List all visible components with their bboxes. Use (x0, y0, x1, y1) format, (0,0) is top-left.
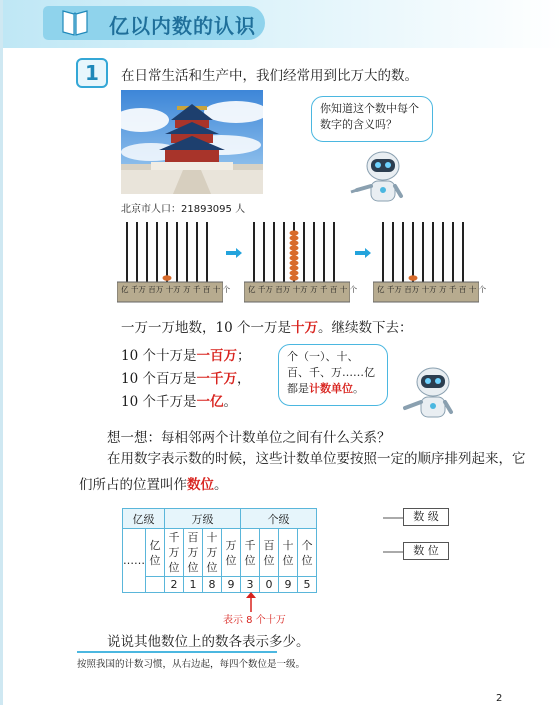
place-label: 亿 位 (146, 529, 165, 577)
temple-of-heaven-photo (121, 90, 263, 194)
chapter-title: 亿以内数的认识 (109, 14, 256, 38)
place-label: 千 万 位 (165, 529, 184, 577)
counting-row: 10 个十万是一百万； (121, 348, 251, 364)
discuss-prompt: 说说其他数位上的数各表示多少。 (107, 634, 310, 650)
robot-icon (349, 148, 409, 206)
place-value-table (122, 508, 317, 593)
digit-cell: 8 (203, 577, 222, 593)
digit-cell: 5 (298, 577, 317, 593)
place-label: 万 位 (222, 529, 241, 577)
group-wan: 万级 (165, 509, 241, 529)
place-label: 千 位 (241, 529, 260, 577)
place-label: 十 万 位 (203, 529, 222, 577)
question-bubble: 你知道这个数中每个数字的含义吗？ (311, 96, 433, 142)
digit-cell: 9 (222, 577, 241, 593)
level-tag: 数 级 (403, 508, 449, 526)
counting-line: 一万一万地数，10 个一万是十万。继续数下去： (121, 320, 413, 336)
think-question: 想一想：每相邻两个计数单位之间有什么关系？ (107, 430, 391, 446)
digit-cell: 0 (260, 577, 279, 593)
digit-cell: 3 (241, 577, 260, 593)
group-ge: 个级 (241, 509, 317, 529)
up-arrow-icon (246, 592, 256, 612)
right-arrow-icon (226, 248, 242, 258)
right-arrow-icon (355, 248, 371, 258)
example-number: 1 (76, 58, 108, 88)
counting-row: 10 个千万是一亿。 (121, 394, 237, 410)
abacus-unit-labels: 亿 千万 百万 十万 万 千 百 十 个 (377, 285, 487, 294)
page-number: 2 (496, 693, 503, 704)
place-tag: 数 位 (403, 542, 449, 560)
footnote-separator (77, 651, 277, 653)
abacus-unit-labels: 亿 千万 百万 十万 万 千 百 十 个 (121, 285, 231, 294)
digit-cell: 1 (184, 577, 203, 593)
counting-row: 10 个百万是一千万， (121, 371, 251, 387)
robot-icon (399, 364, 459, 422)
abacus-unit-labels: 亿 千万 百万 十万 万 千 百 十 个 (248, 285, 358, 294)
photo-caption: 北京市人口：21893095 人 (121, 204, 246, 215)
group-yi: 亿级 (123, 509, 165, 529)
place-label: 个 位 (298, 529, 317, 577)
footnote: 按照我国的计数习惯，从右边起，每四个数位是一级。 (77, 659, 306, 670)
place-label: 百 万 位 (184, 529, 203, 577)
digit-cell: 9 (279, 577, 298, 593)
counting-unit-bubble: 个（一）、十、百、千、万……亿都是计数单位。 (278, 344, 388, 406)
table-ellipsis: …… (123, 529, 146, 593)
pointer-label: 表示 8 个十万 (223, 615, 286, 626)
place-label: 十 位 (279, 529, 298, 577)
digit-cell (146, 577, 165, 593)
example-intro: 在日常生活和生产中，我们经常用到比万大的数。 (121, 68, 418, 84)
place-label: 百 位 (260, 529, 279, 577)
digit-cell: 2 (165, 577, 184, 593)
place-value-paragraph: 在用数字表示数的时候，这些计数单位要按照一定的顺序排列起来，它们所占的位置叫作数位。 (79, 451, 526, 493)
book-icon (61, 7, 89, 37)
